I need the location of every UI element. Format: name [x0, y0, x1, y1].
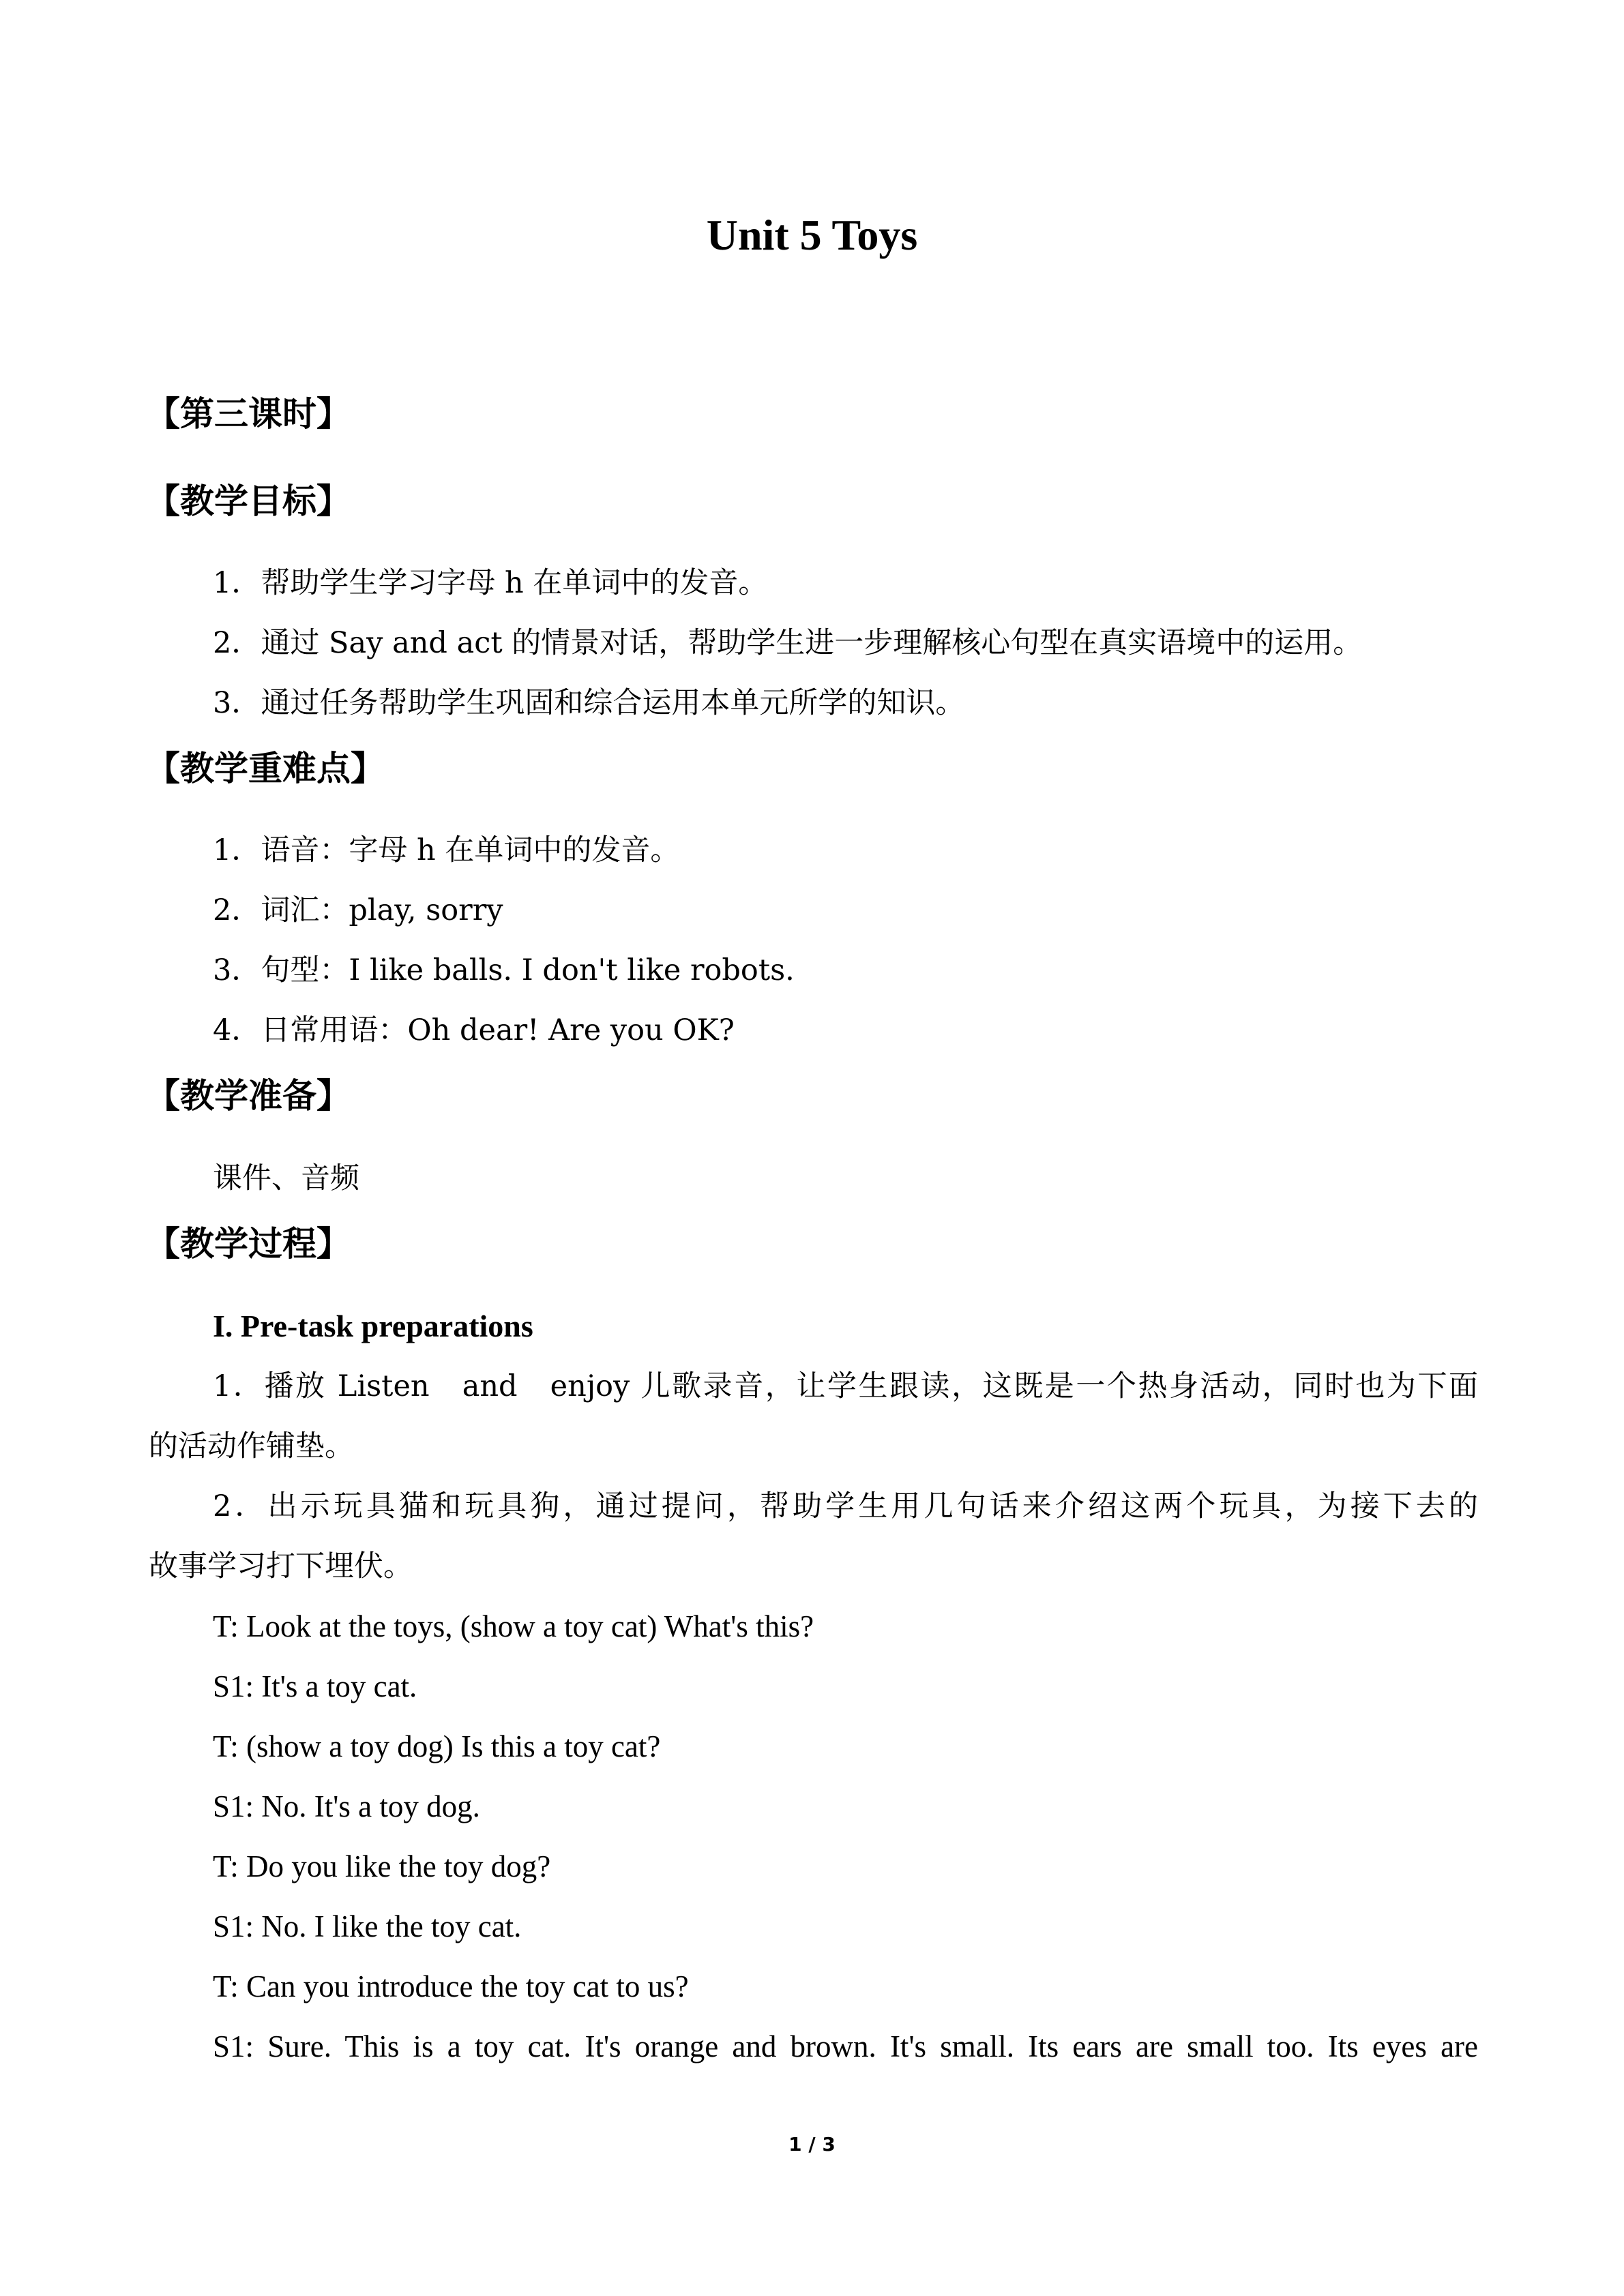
dialogue-line-5: T: Do you like the toy dog?: [213, 1849, 551, 1883]
lesson-label: 【第三课时】: [146, 394, 351, 434]
dialogue-line-2: S1: It's a toy cat.: [213, 1669, 417, 1703]
dialogue-line-8: S1: Sure. This is a toy cat. It's orange and brown. It's small. Its ears are small too. Its eyes are: [213, 2029, 1478, 2063]
key-point-item-4: 4．日常用语：Oh dear! Are you OK?: [213, 1013, 735, 1047]
key-point-item-1: 1．语音：字母 h 在单词中的发音。: [213, 833, 680, 867]
preparation-text: 课件、音频: [213, 1161, 359, 1195]
process-heading: 【教学过程】: [146, 1224, 351, 1264]
process-step-2-line-2: 故事学习打下埋伏。: [149, 1549, 413, 1583]
objective-item-2: 2．通过 Say and act 的情景对话，帮助学生进一步理解核心句型在真实语境中的运用。: [213, 626, 1363, 660]
objective-item-3: 3．通过任务帮助学生巩固和综合运用本单元所学的知识。: [213, 686, 965, 720]
dialogue-line-1: T: Look at the toys, (show a toy cat) What's this?: [213, 1609, 814, 1643]
dialogue-line-6: S1: No. I like the toy cat.: [213, 1909, 522, 1943]
process-step-1-line-1: 1．播放 Listen and enjoy 儿歌录音，让学生跟读，这既是一个热身活动，同时也为下面: [213, 1369, 1478, 1403]
dialogue-line-3: T: (show a toy dog) Is this a toy cat?: [213, 1729, 661, 1763]
objectives-heading: 【教学目标】: [146, 481, 351, 521]
process-step-1-line-2: 的活动作铺垫。: [149, 1429, 354, 1463]
process-step-2-line-1: 2．出示玩具猫和玩具狗，通过提问，帮助学生用几句话来介绍这两个玩具，为接下去的: [213, 1489, 1478, 1523]
key-point-item-3: 3．句型：I like balls. I don't like robots.: [213, 953, 795, 987]
objective-item-1: 1．帮助学生学习字母 h 在单词中的发音。: [213, 566, 768, 600]
key-point-item-2: 2．词汇：play, sorry: [213, 893, 503, 927]
page-number: 1 / 3: [788, 2133, 836, 2156]
dialogue-line-4: S1: No. It's a toy dog.: [213, 1789, 480, 1823]
process-subheading: I. Pre-task preparations: [213, 1309, 533, 1343]
preparation-heading: 【教学准备】: [146, 1076, 351, 1116]
dialogue-line-7: T: Can you introduce the toy cat to us?: [213, 1969, 689, 2003]
document-title: Unit 5 Toys: [706, 211, 918, 259]
key-points-heading: 【教学重难点】: [146, 749, 385, 788]
